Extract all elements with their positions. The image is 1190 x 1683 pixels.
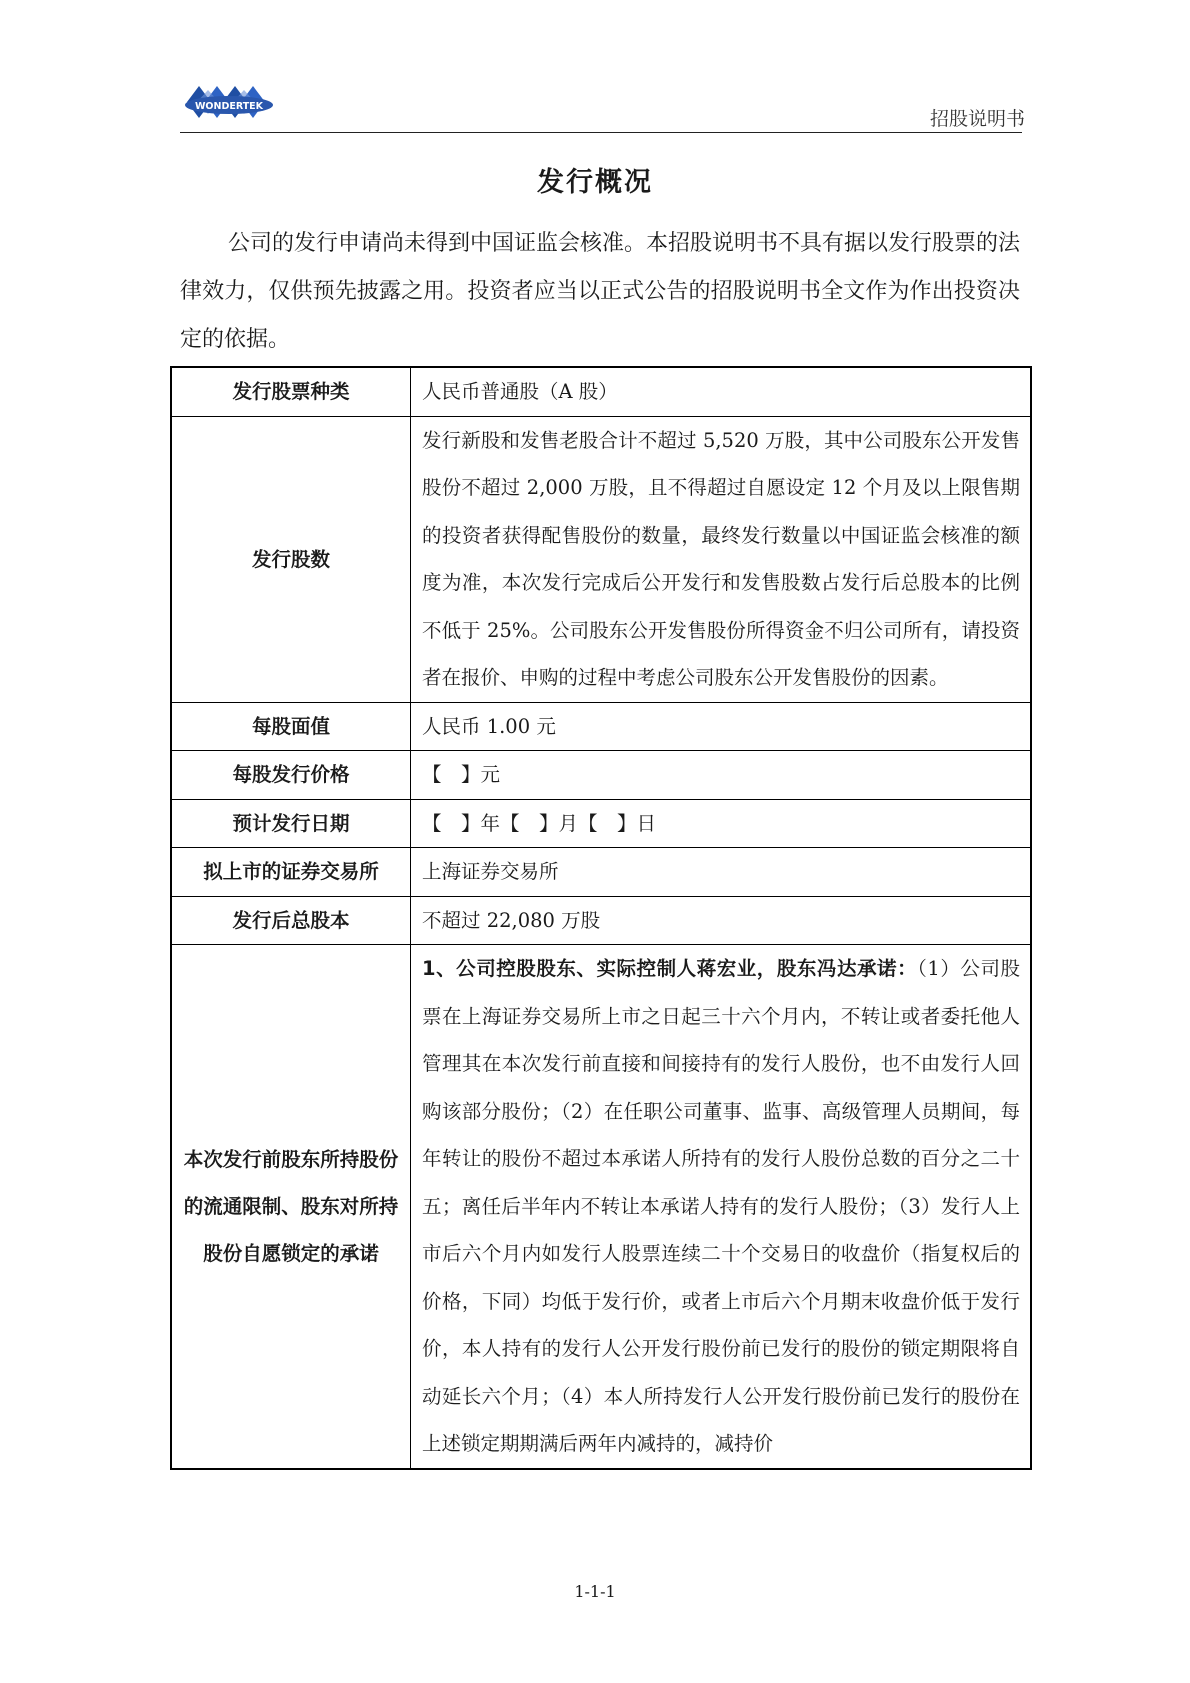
commitment-text: （1）公司股票在上海证券交易所上市之日起三十六个月内，不转让或者委托他人管理其在本次发行前直接和间接持有的发行人股份，也不由发行人回购该部分股份；（2）在任职公司董事、监事、高级管理人员期间，每年转让的股份不超过本承诺人所持有的发行人股份总数的百分之二十五；离任后半年内不转让本承诺人持有的发行人股份；（3）发行人上市后六个月内如发行人股票连续二十个交易日的收盘价（指复权后的价格，下同）均低于发行价，或者上市后六个月期末收盘价低于发行价，本人持有的发行人公开发行股份前已发行的股份的锁定期限将自动延长六个月；（4）本人所持发行人公开发行股份前已发行的股份在上述锁定期期满后两年内减持的，减持价 — [422, 957, 1020, 1455]
table-row — [171, 367, 1031, 416]
row-label: 拟上市的证券交易所 — [171, 848, 411, 897]
logo-text: WONDERTEK — [194, 101, 264, 112]
row-label: 本次发行前股东所持股份的流通限制、股东对所持股份自愿锁定的承诺 — [171, 945, 411, 1469]
row-value: 【 】元 — [411, 751, 1032, 800]
table-row — [171, 896, 1031, 945]
row-value: 不超过 22,080 万股 — [411, 896, 1032, 945]
header-doc-type: 招股说明书 — [929, 108, 1025, 130]
table-row — [171, 799, 1031, 848]
row-label: 每股发行价格 — [171, 751, 411, 800]
table-row — [171, 416, 1031, 702]
page-title: 发行概况 — [537, 167, 653, 198]
table-row — [171, 751, 1031, 800]
page-number: 1-1-1 — [574, 1582, 616, 1601]
row-value: 发行新股和发售老股合计不超过 5,520 万股，其中公司股东公开发售股份不超过 2,000 万股，且不得超过自愿设定 12 个月及以上限售期的投资者获得配售股份的数量，最终发行数量以中国证监会核准的额度为准，本次发行完成后公开发行和发售股数占发行后总股本的比例不低于 25%。公司股东公开发售股份所得资金不归公司所有，请投资者在报价、申购的过程中考虑公司股东公开发售股份的因素。 — [411, 416, 1032, 702]
company-logo — [183, 80, 275, 130]
intro-paragraph: 公司的发行申请尚未得到中国证监会核准。本招股说明书不具有据以发行股票的法律效力，仅供预先披露之用。投资者应当以正式公告的招股说明书全文作为作出投资决定的依据。 — [180, 231, 1021, 352]
row-label: 发行后总股本 — [171, 896, 411, 945]
header-divider — [180, 132, 1022, 133]
table-row — [171, 702, 1031, 751]
offering-overview-table — [170, 366, 1032, 1470]
row-value — [411, 945, 1032, 1469]
row-label: 每股面值 — [171, 702, 411, 751]
row-value: 人民币 1.00 元 — [411, 702, 1032, 751]
row-value: 上海证券交易所 — [411, 848, 1032, 897]
row-value: 人民币普通股（A 股） — [411, 367, 1032, 416]
commitment-heading: 1、公司控股股东、实际控制人蒋宏业，股东冯达承诺： — [422, 957, 918, 980]
table-row — [171, 945, 1031, 1469]
row-label: 发行股票种类 — [171, 367, 411, 416]
row-value: 【 】年【 】月【 】日 — [411, 799, 1032, 848]
row-label: 发行股数 — [171, 416, 411, 702]
row-label: 预计发行日期 — [171, 799, 411, 848]
table-row — [171, 848, 1031, 897]
